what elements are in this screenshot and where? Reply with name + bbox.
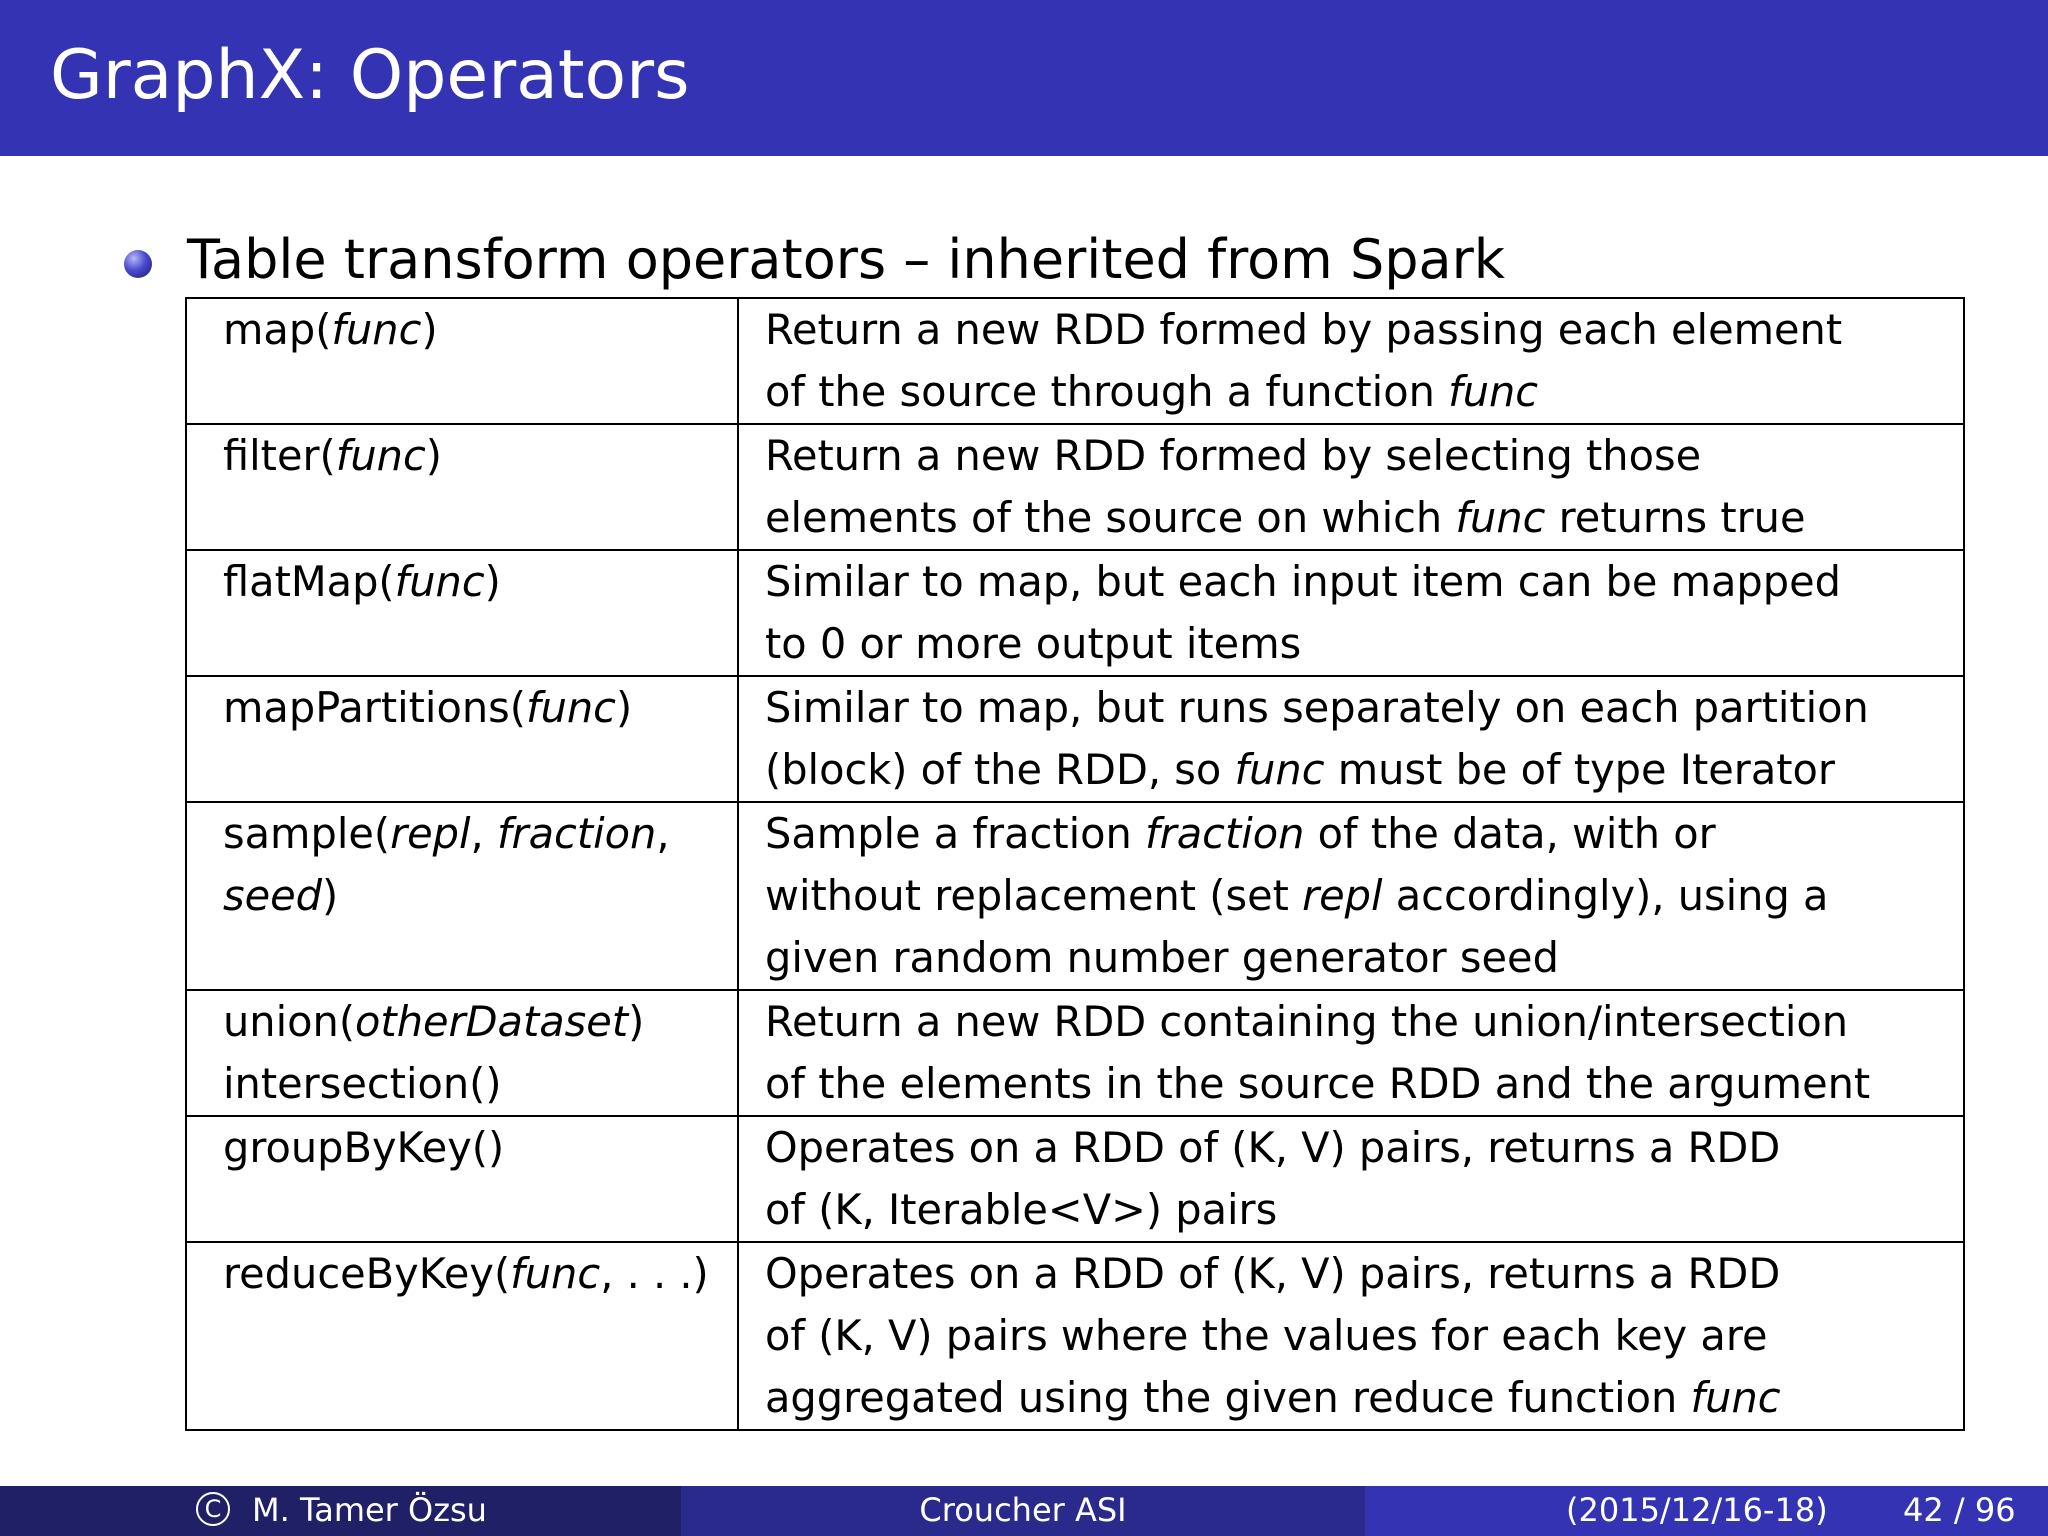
- operator-name-segment: seed: [223, 871, 323, 920]
- operator-cell: [186, 1116, 738, 1242]
- description-segment: fraction: [1145, 809, 1305, 858]
- footer-author-section: [0, 1486, 681, 1536]
- description-segment: accordingly), using a: [1382, 871, 1829, 920]
- description-segment: to 0 or more output items: [765, 619, 1302, 668]
- description-segment: returns true: [1545, 493, 1806, 542]
- table-row: [186, 298, 1964, 424]
- description-cell: [738, 1242, 1964, 1430]
- operator-name-segment: , . . .): [600, 1249, 709, 1298]
- description-line: [765, 803, 1955, 865]
- operator-name-segment: func: [331, 305, 422, 354]
- operator-cell: [186, 1242, 738, 1430]
- description-cell: [738, 802, 1964, 990]
- description-cell: [738, 990, 1964, 1116]
- description-segment: (block) of the RDD, so: [765, 745, 1235, 794]
- operator-name-segment: sample(: [223, 809, 391, 858]
- footer-date-section: [1365, 1486, 2048, 1536]
- table-row: [186, 802, 1964, 990]
- description-line: [765, 1243, 1955, 1305]
- copyright-icon: C: [196, 1492, 230, 1526]
- description-cell: [738, 676, 1964, 802]
- page-number: 42 / 96: [1903, 1491, 2016, 1529]
- footer-venue: Croucher ASI: [919, 1491, 1127, 1529]
- footer-author: M. Tamer Özsu: [252, 1491, 487, 1529]
- operator-name-segment: otherDataset: [355, 997, 629, 1046]
- title-bar: [0, 0, 2048, 156]
- description-line: [765, 927, 1955, 989]
- description-line: [765, 487, 1955, 549]
- description-segment: Sample a fraction: [765, 809, 1146, 858]
- description-segment: of the elements in the source RDD and the argument: [765, 1059, 1871, 1108]
- description-segment: given random number generator seed: [765, 933, 1559, 982]
- operator-name-segment: filter(: [223, 431, 336, 480]
- description-line: [765, 613, 1955, 675]
- description-line: [765, 299, 1955, 361]
- operator-cell: [186, 676, 738, 802]
- description-line: [765, 739, 1955, 801]
- description-segment: must be of type Iterator: [1324, 745, 1835, 794]
- slide-title: GraphX: Operators: [50, 36, 690, 115]
- description-segment: func: [1448, 367, 1539, 416]
- description-line: [765, 677, 1955, 739]
- operator-name-segment: fraction: [496, 809, 657, 858]
- operators-table: [185, 297, 1965, 1431]
- operator-name: [223, 1117, 729, 1179]
- description-segment: without replacement (set: [765, 871, 1303, 920]
- operator-name: [223, 865, 729, 927]
- operator-name-segment: mapPartitions(: [223, 683, 526, 732]
- description-line: [765, 1367, 1955, 1429]
- description-line: [765, 425, 1955, 487]
- operator-name: [223, 299, 729, 361]
- description-segment: Return a new RDD formed by passing each element: [765, 305, 1843, 354]
- table-row: [186, 550, 1964, 676]
- description-line: [765, 1053, 1955, 1115]
- footer-venue-section: [681, 1486, 1365, 1536]
- description-line: [765, 361, 1955, 423]
- description-cell: [738, 1116, 1964, 1242]
- description-segment: of (K, Iterable<V>) pairs: [765, 1185, 1278, 1234]
- table-row: [186, 424, 1964, 550]
- description-segment: func: [1234, 745, 1325, 794]
- description-cell: [738, 424, 1964, 550]
- description-segment: Return a new RDD formed by selecting those: [765, 431, 1702, 480]
- operator-name-segment: ): [322, 871, 339, 920]
- description-segment: Return a new RDD containing the union/intersection: [765, 997, 1849, 1046]
- operator-cell: [186, 298, 738, 424]
- description-cell: [738, 298, 1964, 424]
- operator-name-segment: groupByKey(): [223, 1123, 505, 1172]
- description-segment: repl: [1302, 871, 1383, 920]
- table-row: [186, 1242, 1964, 1430]
- description-line: [765, 551, 1955, 613]
- operator-name: [223, 551, 729, 613]
- operator-name-segment: ): [421, 305, 438, 354]
- operator-cell: [186, 550, 738, 676]
- description-segment: of the data, with or: [1304, 809, 1716, 858]
- operator-name-segment: ,: [470, 809, 497, 858]
- operator-name-segment: func: [394, 557, 485, 606]
- operator-name-segment: ): [616, 683, 633, 732]
- description-line: [765, 1117, 1955, 1179]
- description-segment: func: [1690, 1373, 1781, 1422]
- operator-cell: [186, 424, 738, 550]
- footer-date: (2015/12/16-18): [1566, 1491, 1828, 1529]
- operator-name-segment: func: [510, 1249, 601, 1298]
- description-line: [765, 1305, 1955, 1367]
- table-row: [186, 990, 1964, 1116]
- description-segment: of the source through a function: [765, 367, 1449, 416]
- operator-name-segment: reduceByKey(: [223, 1249, 511, 1298]
- operator-name: [223, 1053, 729, 1115]
- description-segment: Similar to map, but runs separately on each partition: [765, 683, 1869, 732]
- operator-name: [223, 803, 729, 865]
- operator-name: [223, 677, 729, 739]
- description-segment: elements of the source on which: [765, 493, 1456, 542]
- description-segment: of (K, V) pairs where the values for each key are: [765, 1311, 1768, 1360]
- description-line: [765, 1179, 1955, 1241]
- table-row: [186, 1116, 1964, 1242]
- operator-name-segment: func: [335, 431, 426, 480]
- operator-name-segment: ): [425, 431, 442, 480]
- operator-name-segment: ): [484, 557, 501, 606]
- operator-name-segment: ): [628, 997, 645, 1046]
- description-segment: func: [1455, 493, 1546, 542]
- description-segment: Similar to map, but each input item can be mapped: [765, 557, 1841, 606]
- operator-name: [223, 991, 729, 1053]
- footer: [0, 1486, 2048, 1536]
- description-segment: aggregated using the given reduce function: [765, 1373, 1691, 1422]
- table-row: [186, 676, 1964, 802]
- operator-name-segment: ,: [656, 809, 670, 858]
- description-segment: Operates on a RDD of (K, V) pairs, returns a RDD: [765, 1249, 1781, 1298]
- operator-cell: [186, 802, 738, 990]
- bullet-icon: [124, 250, 152, 278]
- operator-name: [223, 1243, 729, 1305]
- operator-name-segment: intersection(): [223, 1059, 502, 1108]
- operator-name-segment: union(: [223, 997, 356, 1046]
- description-segment: Operates on a RDD of (K, V) pairs, returns a RDD: [765, 1123, 1781, 1172]
- description-line: [765, 991, 1955, 1053]
- operator-name-segment: func: [525, 683, 617, 732]
- bullet-text: Table transform operators – inherited from Spark: [187, 228, 1506, 291]
- operator-name: [223, 425, 729, 487]
- operator-name-segment: repl: [390, 809, 471, 858]
- operator-cell: [186, 990, 738, 1116]
- operator-name-segment: flatMap(: [223, 557, 395, 606]
- operator-name-segment: map(: [223, 305, 332, 354]
- description-line: [765, 865, 1955, 927]
- description-cell: [738, 550, 1964, 676]
